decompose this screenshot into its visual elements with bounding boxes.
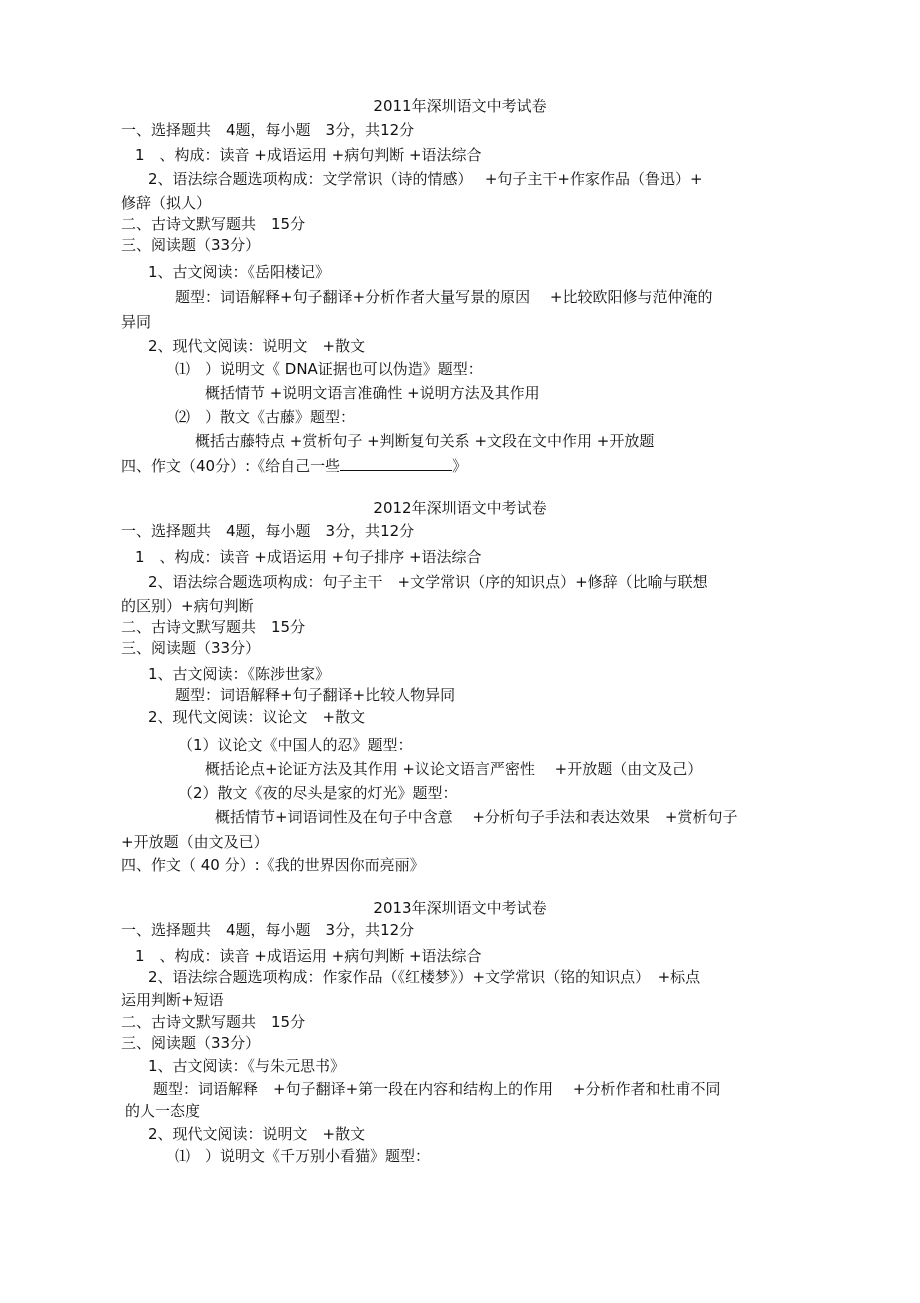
expository-question-types: 概括情节 +说明文语言准确性 +说明方法及其作用 bbox=[205, 384, 540, 402]
prose-text: ⑵ ）散文《古藤》题型： bbox=[175, 408, 356, 426]
classical-question-types: 题型：词语解释+句子翻译+比较人物异同 bbox=[175, 686, 456, 704]
classical-reading: 1、古文阅读：《陈涉世家》 bbox=[148, 665, 331, 683]
exam-title: 2012年深圳语文中考试卷 bbox=[373, 499, 547, 517]
choice-item-1: 1 、构成：读音 +成语运用 +病句判断 +语法综合 bbox=[135, 947, 482, 965]
argumentative-question-types: 概括论点+论证方法及其作用 +议论文语言严密性 +开放题（由文及己） bbox=[205, 760, 703, 778]
modern-reading: 2、现代文阅读：说明文 +散文 bbox=[148, 1125, 366, 1143]
choice-item-1: 1 、构成：读音 +成语运用 +句子排序 +语法综合 bbox=[135, 548, 482, 566]
exam-title: 2011年深圳语文中考试卷 bbox=[373, 97, 547, 115]
choice-section-heading: 一、选择题共 4题，每小题 3分，共12分 bbox=[121, 121, 415, 139]
choice-item-2-cont: 的区别）+病句判断 bbox=[121, 597, 254, 615]
composition-section: 四、作文（ 40 分）:《我的世界因你而亮丽》 bbox=[121, 856, 425, 874]
choice-item-1: 1 、构成：读音 +成语运用 +病句判断 +语法综合 bbox=[135, 146, 482, 164]
reading-section-heading: 三、阅读题（33分） bbox=[121, 1034, 261, 1052]
classical-question-types: 题型：词语解释+句子翻译+分析作者大量写景的原因 +比较欧阳修与范仲淹的 bbox=[175, 288, 713, 306]
prose-question-types: 概括古藤特点 +赏析句子 +判断复句关系 +文段在文中作用 +开放题 bbox=[195, 432, 655, 450]
poetry-section-heading: 二、古诗文默写题共 15分 bbox=[121, 215, 306, 233]
choice-section-heading: 一、选择题共 4题，每小题 3分，共12分 bbox=[121, 522, 415, 540]
choice-section-heading: 一、选择题共 4题，每小题 3分，共12分 bbox=[121, 921, 415, 939]
modern-reading: 2、现代文阅读：议论文 +散文 bbox=[148, 708, 366, 726]
classical-reading: 1、古文阅读：《岳阳楼记》 bbox=[148, 263, 331, 281]
expository-text: ⑴ ）说明文《千万别小看猫》题型： bbox=[175, 1147, 431, 1165]
reading-section-heading: 三、阅读题（33分） bbox=[121, 639, 261, 657]
fill-blank-line bbox=[340, 456, 452, 471]
poetry-section-heading: 二、古诗文默写题共 15分 bbox=[121, 1013, 306, 1031]
choice-item-2-cont: 运用判断+短语 bbox=[121, 991, 224, 1009]
choice-item-2: 2、语法综合题选项构成：文学常识（诗的情感） +句子主干+作家作品（鲁迅）+ bbox=[148, 170, 703, 188]
choice-item-2-cont: 修辞（拟人） bbox=[121, 194, 212, 212]
composition-prompt-end: 》 bbox=[452, 457, 468, 475]
prose-question-types-cont: +开放题（由文及已） bbox=[121, 833, 269, 851]
poetry-section-heading: 二、古诗文默写题共 15分 bbox=[121, 618, 306, 636]
exam-title: 2013年深圳语文中考试卷 bbox=[373, 899, 547, 917]
classical-question-types: 题型：词语解释 +句子翻译+第一段在内容和结构上的作用 +分析作者和杜甫不同 bbox=[153, 1080, 721, 1098]
composition-prompt: 四、作文（40分）:《给自己一些 bbox=[121, 457, 341, 475]
choice-item-2: 2、语法综合题选项构成：作家作品（《红楼梦》）+文学常识（铭的知识点） +标点 bbox=[148, 968, 701, 986]
choice-item-2: 2、语法综合题选项构成：句子主干 +文学常识（序的知识点）+修辞（比喻与联想 bbox=[148, 573, 708, 591]
modern-reading: 2、现代文阅读：说明文 +散文 bbox=[148, 337, 366, 355]
composition-section bbox=[121, 456, 467, 476]
prose-text: （2）散文《夜的尽头是家的灯光》题型： bbox=[178, 784, 458, 802]
classical-question-types-cont: 的人一态度 bbox=[125, 1102, 201, 1120]
classical-question-types-cont: 异同 bbox=[121, 313, 152, 331]
reading-section-heading: 三、阅读题（33分） bbox=[121, 236, 261, 254]
argumentative-text: （1）议论文《中国人的忍》题型： bbox=[178, 736, 413, 754]
classical-reading: 1、古文阅读：《与朱元思书》 bbox=[148, 1057, 346, 1075]
expository-text: ⑴ ）说明文《 DNA证据也可以伪造》题型： bbox=[175, 360, 483, 378]
prose-question-types: 概括情节+词语词性及在句子中含意 +分析句子手法和表达效果 +赏析句子 bbox=[215, 808, 738, 826]
